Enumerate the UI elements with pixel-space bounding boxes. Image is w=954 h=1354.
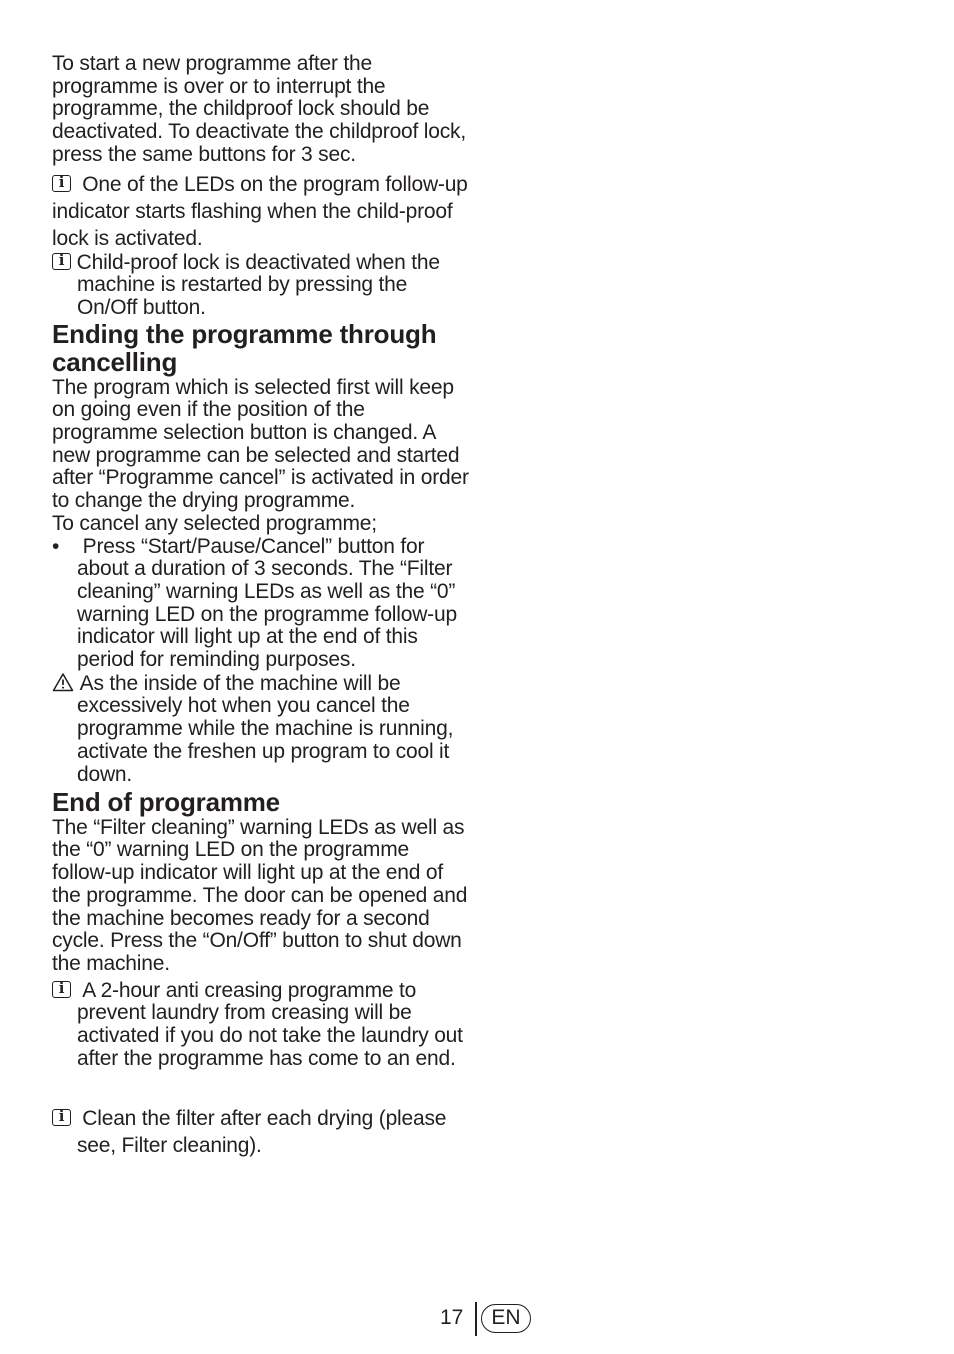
info-icon bbox=[52, 253, 71, 270]
info-icon bbox=[52, 1109, 71, 1126]
cancel-warning bbox=[52, 672, 472, 787]
main-column bbox=[52, 53, 472, 1159]
cancel-bullet-text: Press “Start/Pause/Cancel” button for about a duration of 3 seconds. The “Filter cleaning” warning LEDs as well as the “0” warning LED on the programme follow-up indicator will light up at the end of this period for reminding purposes. bbox=[77, 534, 457, 672]
cancel-bullet bbox=[52, 536, 472, 672]
warning-triangle-icon bbox=[52, 672, 74, 692]
page-number: 17 bbox=[440, 1306, 464, 1329]
lock-intro-text: To start a new programme after the programme is over or to interrupt the programme, the childproof lock should be deactivated. To deactivate the childproof lock, press the same buttons for 3 sec. bbox=[52, 52, 466, 166]
note-lock-restart bbox=[52, 252, 472, 320]
note-led-flash bbox=[52, 171, 472, 252]
note-anticrease-text: A 2-hour anti creasing programme to prevent laundry from creasing will be activated if you do not take the laundry out after the programme has come to an end. bbox=[77, 978, 463, 1070]
info-icon bbox=[52, 981, 71, 998]
cancel-warning-text: As the inside of the machine will be excessively hot when you cancel the programme while the machine is running, activate the freshen up program to cool it down. bbox=[77, 671, 454, 786]
note-filter bbox=[52, 1105, 472, 1159]
heading-end: End of programme bbox=[52, 787, 280, 818]
cancel-paragraph: The program which is selected first will keep on going even if the position of the programme selection button is changed. A new programme can be selected and started after “Programme cancel” is activated in order to change the drying programme. bbox=[52, 375, 469, 513]
note-anticrease bbox=[52, 980, 472, 1071]
cancel-instruction: To cancel any selected programme; bbox=[52, 511, 377, 535]
footer-divider bbox=[475, 1302, 477, 1336]
language-badge: EN bbox=[481, 1304, 531, 1333]
note-lock-restart-text: Child-proof lock is deactivated when the machine is restarted by pressing the On/Off button. bbox=[76, 250, 440, 319]
end-paragraph: The “Filter cleaning” warning LEDs as well as the “0” warning LED on the programme follow-up indicator will light up at the end of the programme. The door can be opened and the machine becomes ready for a second cycle. Press the “On/Off” button to shut down the machine. bbox=[52, 815, 468, 975]
heading-cancel: Ending the programme through cancelling bbox=[52, 318, 437, 378]
note-filter-text: Clean the filter after each drying (please see, Filter cleaning). bbox=[77, 1106, 447, 1157]
info-icon bbox=[52, 175, 71, 192]
bullet-marker: • bbox=[52, 534, 60, 558]
note-led-flash-text: One of the LEDs on the program follow-up indicator starts flashing when the child-proof lock is activated. bbox=[52, 172, 468, 250]
